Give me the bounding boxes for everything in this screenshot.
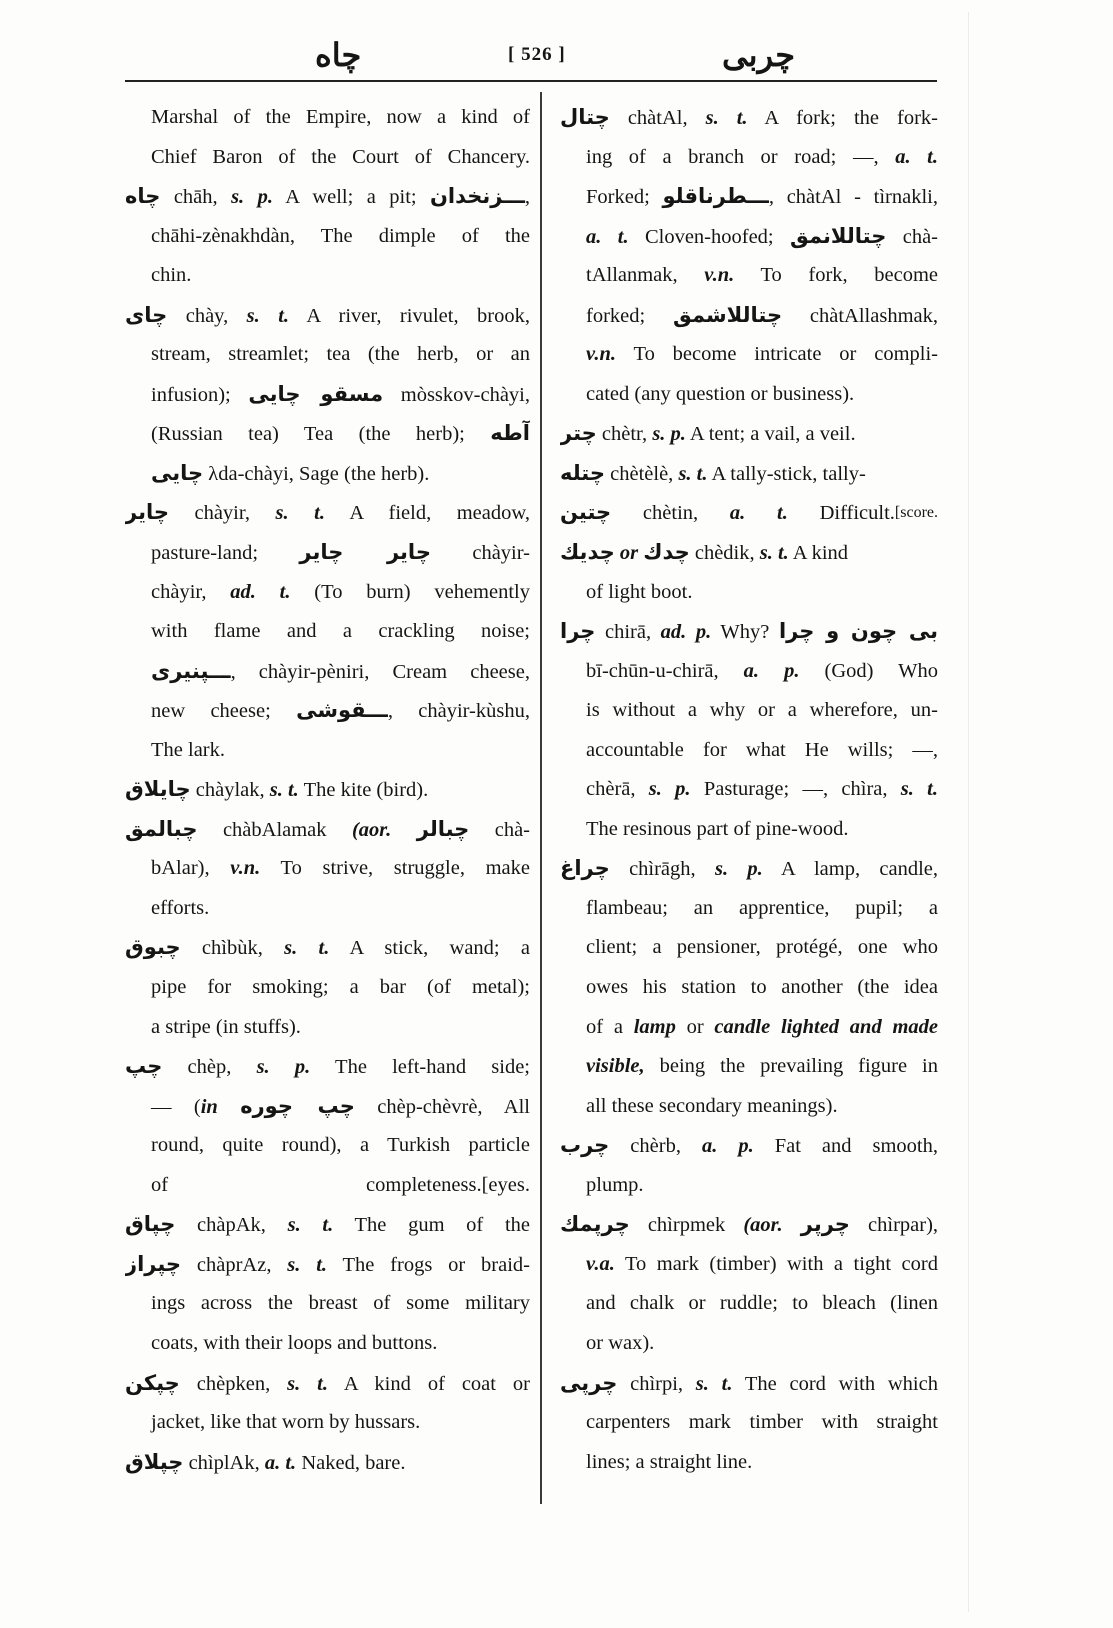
entry-line [125,810,530,850]
entry-text: s. t. [287,1253,328,1276]
entry-continuation-line [560,928,938,968]
entry-text: with flame and a crackling noise; [151,620,530,643]
arabic-headword: چرپی [560,1370,618,1395]
entry-text: s. t. [246,304,290,327]
entry-text: To become intricate or compli- [616,343,938,366]
column-divider [540,92,542,1504]
entry-continuation-line [560,1245,938,1285]
arabic-headword: چرپمك [560,1212,630,1237]
entry-text: chàpAk, [175,1214,288,1237]
entry-text: or wax). [586,1331,655,1354]
entry-text: chèrā, [586,778,649,801]
arabic-headword: ـــطرناقلو [662,184,769,209]
entry-text: s. p. [648,778,691,801]
entry-text: s. t. [287,1214,334,1237]
entry-text: s. t. [900,778,938,801]
entry-continuation-line [560,217,938,257]
entry-text: candle lighted and made [714,1015,938,1038]
entry-text: chàprAz, [181,1253,288,1276]
entry-text: a. p. [743,659,800,682]
entry-text: s. t. [705,107,748,129]
entry-line [125,177,530,217]
arabic-headword: چاه [125,184,161,209]
entry-text: flambeau; an apprentice, pupil; a [586,896,938,919]
entry-continuation-line [125,1324,530,1364]
entry-text: efforts. [151,896,210,919]
entry-continuation-line [560,375,938,415]
entry-continuation-line [125,1126,530,1166]
entry-line [560,454,938,494]
entry-continuation-line [125,573,530,613]
entry-text: Why? [711,621,779,644]
entry-continuation-line [125,652,530,692]
entry-continuation-line [560,1324,938,1364]
entry-text: ings across the breast of some military [151,1292,530,1315]
entry-text: [score. [894,504,938,522]
entry-continuation-line [125,1087,530,1127]
entry-text: chìrāgh, [609,858,715,881]
entry-line [125,1205,530,1245]
entry-text: The kite (bird). [298,779,429,802]
entry-text: chày, [167,304,247,327]
entry-text: of completeness. [151,1173,482,1196]
entry-continuation-line [560,1403,938,1443]
entry-line [125,770,530,810]
entry-text: bī-chūn-u-chirā, [586,659,744,682]
entry-text: new cheese; [151,700,297,723]
entry-text: chèrb, [609,1135,702,1158]
entry-continuation-line [560,177,938,217]
entry-line [560,849,938,889]
entry-text [218,1096,240,1118]
entry-text: mòsskov-chàyi, [383,383,530,406]
entry-text: (aor. [743,1214,783,1237]
entry-text: s. t. [678,462,708,485]
entry-text: A tent; a vail, a veil. [685,423,856,446]
entry-line [125,1047,530,1087]
entry-text: visible, [586,1055,645,1078]
entry-text: The frogs or braid- [327,1253,530,1276]
entry-line [125,493,530,533]
entry-text: A tally-stick, tally- [707,462,866,485]
entry-line [125,928,530,968]
entry-text: The gum of the [333,1214,530,1237]
entry-text: Forked; [586,186,663,209]
arabic-headword: چرب [560,1133,610,1158]
entry-continuation-line [560,1166,938,1206]
arabic-headword: چای [125,302,168,327]
entry-text: in [200,1095,218,1118]
entry-text: (aor. [351,818,392,841]
entry-text: chin. [151,264,192,287]
entry-continuation-line [125,889,530,929]
right-column [560,98,938,1482]
entry-text: , [524,186,530,209]
entry-continuation-line [560,652,938,692]
entry-continuation-line [125,414,530,454]
entry-text: The lark. [151,738,225,761]
entry-text: pasture-land; [151,542,300,565]
entry-line [560,1205,938,1245]
entry-text: of a [586,1015,634,1038]
page-edge [968,12,969,1612]
entry-continuation-line [560,1443,938,1483]
arabic-headword: چایر چایر [299,540,431,565]
entry-continuation-line [560,335,938,375]
arabic-headword: چپکن [125,1370,180,1395]
entry-text: A field, meadow, [324,502,530,525]
entry-text: s. p. [714,858,763,881]
entry-text: chāhi-zènakhdàn, The dimple of the [151,224,530,247]
entry-continuation-line [125,217,530,257]
entry-text: chàyir- [430,542,530,565]
entry-text: chèdik, [689,542,760,565]
entry-text: ad. t. [230,580,291,603]
entry-text: chāh, [160,186,232,209]
entry-text: lines; a straight line. [586,1450,753,1473]
entry-text: all these secondary meanings). [586,1094,838,1117]
entry-text: Marshal of the Empire, now a kind of [151,106,530,128]
entry-text: or [675,1015,715,1038]
arabic-headword: آطه [490,421,530,446]
entry-text: v.n. [230,857,261,880]
header-left-headword: چاه [315,37,362,73]
entry-text: Cloven-hoofed; [628,225,791,248]
entry-text: carpenters mark timber with straight [586,1411,938,1434]
entry-text: Difficult. [787,502,895,525]
entry-text: chèpken, [179,1372,288,1395]
arabic-headword: چایر [125,500,169,525]
entry-continuation-line [560,968,938,1008]
entry-continuation-line [560,1087,938,1127]
entry-continuation-line [560,691,938,731]
entry-text: (To burn) vehemently [290,580,530,603]
entry-text: — ( [151,1095,201,1118]
arabic-headword: چبوق [125,935,181,960]
entry-text: chàtAllashmak, [782,304,938,327]
entry-line [560,1126,938,1166]
entry-continuation-line [560,889,938,929]
entry-continuation-line [125,454,530,494]
entry-text: being the prevailing figure in [644,1055,938,1078]
entry-text: or [619,542,639,565]
arabic-headword: چتاللانمق [790,223,887,248]
entry-text: s. t. [695,1372,733,1395]
entry-text: chà- [886,225,938,248]
entry-line [125,1364,530,1404]
entry-text: (Russian tea) Tea (the herb); [151,423,491,446]
arabic-headword: چبالمق [125,816,198,841]
entry-text: A lamp, candle, [762,858,938,881]
entry-text: a stripe (in stuffs). [151,1015,301,1038]
entry-line [560,414,938,454]
arabic-headword: مسقو چایی [248,381,384,406]
page-header [125,30,935,80]
entry-text: chìbùk, [180,937,285,960]
entry-text: s. t. [284,937,330,960]
entry-continuation-line [560,573,938,613]
entry-text: s. p. [231,186,273,209]
entry-text: A kind [788,542,849,565]
entry-continuation-line [560,296,938,336]
entry-continuation-line [125,335,530,375]
entry-text: chìrpmek [629,1214,744,1237]
entry-text: A kind of coat or [328,1372,530,1395]
entry-text: cated (any question or business). [586,382,855,405]
entry-text: The cord with which [732,1372,938,1395]
entry-continuation-line [560,1008,938,1048]
entry-text: s. p. [256,1056,311,1079]
arabic-headword: ـــپنیری [151,658,231,683]
entry-text: [eyes. [481,1173,530,1196]
entry-continuation-line [560,731,938,771]
entry-text: chèp, [162,1056,257,1079]
entry-text: Naked, bare. [296,1451,406,1474]
entry-text: bAlar), [151,857,231,880]
arabic-headword: چراغ [560,856,610,881]
entry-continuation-line [560,1284,938,1324]
entry-line [125,1245,530,1285]
entry-text: a. p. [701,1135,754,1158]
arabic-headword: چپاق [125,1212,176,1237]
entry-text: chìrpar), [849,1214,938,1237]
arabic-headword: چرپر [800,1212,850,1237]
entry-text: of light boot. [586,580,693,603]
entry-line [560,612,938,652]
entry-text: chìrpi, [617,1372,696,1395]
entry-line [125,296,530,336]
arabic-headword: چپراز [125,1251,182,1276]
entry-text: λda-chàyi, Sage (the herb). [203,462,430,485]
entry-text: ing of a branch or road; —, [586,145,896,168]
entry-text: jacket, like that worn by hussars. [151,1411,421,1434]
arabic-headword: چدك [643,540,690,565]
entry-continuation-line [125,691,530,731]
entry-text: accountable for what He wills; —, [586,738,938,761]
arabic-headword: چرا [560,619,596,644]
entry-text: s. t. [759,542,789,565]
entry-text: s. t. [275,502,325,525]
entry-text: chirā, [595,621,661,644]
arabic-headword: چپلاق [125,1449,184,1474]
entry-continuation-line [560,1047,938,1087]
entry-text: plump. [586,1173,644,1196]
entry-text: pipe for smoking; a bar (of metal); [151,976,530,999]
entry-continuation-line [125,1403,530,1443]
arabic-headword: ـــقوشی [296,698,388,723]
arabic-headword: چبالر [416,816,470,841]
entry-text: chàtAl, [609,107,706,129]
entry-text: v.n. [586,343,616,366]
entry-text: The left-hand side; [310,1056,530,1079]
entry-text: Chief Baron of the Court of Chancery. [151,145,530,168]
header-rule [125,80,937,82]
entry-text: chàylak, [190,779,270,802]
entry-text: a. t. [895,145,938,168]
entry-text: Pasturage; —, chìra, [690,778,901,801]
entry-text: , chàtAl - tìrnakli, [768,186,938,209]
arabic-headword: چایی [151,460,204,485]
arabic-headword: چایلاق [125,777,191,802]
arabic-headword: چتر [560,421,597,446]
entry-line [560,493,938,533]
entry-continuation-line [125,98,530,138]
entry-text: s. t. [269,779,299,802]
entry-continuation-line [125,968,530,1008]
entry-text: chèp-chèvrè, All [354,1095,530,1118]
entry-text: coats, with their loops and buttons. [151,1331,438,1354]
entry-text: a. t. [264,1451,297,1474]
arabic-headword: چتین [560,500,612,525]
entry-text: chàyir, [168,502,276,525]
entry-text [391,819,416,841]
entry-line [560,1364,938,1404]
entry-text: A well; a pit; [272,186,430,209]
entry-text: infusion); [151,383,249,406]
entry-text: s. p. [652,423,686,446]
entry-line [125,1443,530,1483]
entry-text: chètèlè, [605,462,679,485]
entry-text: chètr, [596,423,653,446]
entry-text [783,1214,801,1236]
entry-text: A stick, wand; a [329,937,530,960]
entry-text: owes his station to another (the idea [586,976,938,999]
entry-text: To strive, struggle, make [260,857,530,880]
entry-line [560,533,938,573]
left-column [125,98,530,1482]
entry-text: s. t. [287,1372,329,1395]
page-number: [ 526 ] [508,44,566,65]
entry-text: chà- [469,818,530,841]
entry-text: , chàyir-kùshu, [387,700,530,723]
entry-continuation-line [125,256,530,296]
entry-text: To fork, become [734,264,938,287]
entry-continuation-line [125,1284,530,1324]
entry-continuation-line [125,731,530,771]
entry-text: v.n. [704,264,735,287]
entry-continuation-line [125,612,530,652]
entry-continuation-line [125,138,530,178]
entry-text: tAllanmak, [586,264,705,287]
entry-text: A river, rivulet, brook, [289,304,530,327]
entry-text: Fat and smooth, [753,1135,938,1158]
entry-continuation-line [125,1166,530,1206]
entry-text: is without a why or a wherefore, un- [586,699,938,722]
entry-text: and chalk or ruddle; to bleach (linen [586,1292,938,1315]
entry-text: v.a. [586,1252,615,1275]
entry-continuation-line [125,1008,530,1048]
entry-continuation-line [125,533,530,573]
entry-continuation-line [560,256,938,296]
arabic-headword: چتله [560,460,606,485]
arabic-headword: ـــزنخدان [430,184,525,209]
entry-text: A fork; the fork- [747,107,938,129]
arabic-headword: چپ چوره [240,1093,355,1118]
entry-text: ad. p. [660,621,712,644]
entry-text: chìplAk, [183,1451,265,1474]
entry-continuation-line [125,849,530,889]
arabic-headword: چتال [560,105,610,129]
arabic-headword: بی چون و چرا [778,619,938,644]
entry-text: The resinous part of pine-wood. [586,817,849,840]
entry-text: chàbAlamak [197,818,352,841]
entry-continuation-line [560,770,938,810]
arabic-headword: چتاللاشمق [673,302,783,327]
entry-text: round, quite round), a Turkish particle [151,1134,530,1157]
entry-text: a. t. [729,502,788,525]
entry-continuation-line [560,138,938,178]
arabic-headword: چپ [125,1054,163,1079]
entry-text: To mark (timber) with a tight cord [614,1252,938,1275]
header-right-headword: چربی [721,37,795,73]
entry-text: (God) Who [799,659,938,682]
entry-text: forked; [586,304,674,327]
entry-line [560,98,938,138]
entry-continuation-line [125,375,530,415]
entry-text: stream, streamlet; tea (the herb, or an [151,343,530,366]
entry-text: chètin, [611,502,730,525]
entry-text: a. t. [586,225,629,248]
entry-text: , chàyir-pèniri, Cream cheese, [230,660,530,683]
entry-text: client; a pensioner, protégé, one who [586,936,938,959]
arabic-headword: چدیك [560,540,615,565]
entry-continuation-line [560,810,938,850]
entry-text: lamp [633,1015,676,1038]
entry-text: chàyir, [151,580,231,603]
